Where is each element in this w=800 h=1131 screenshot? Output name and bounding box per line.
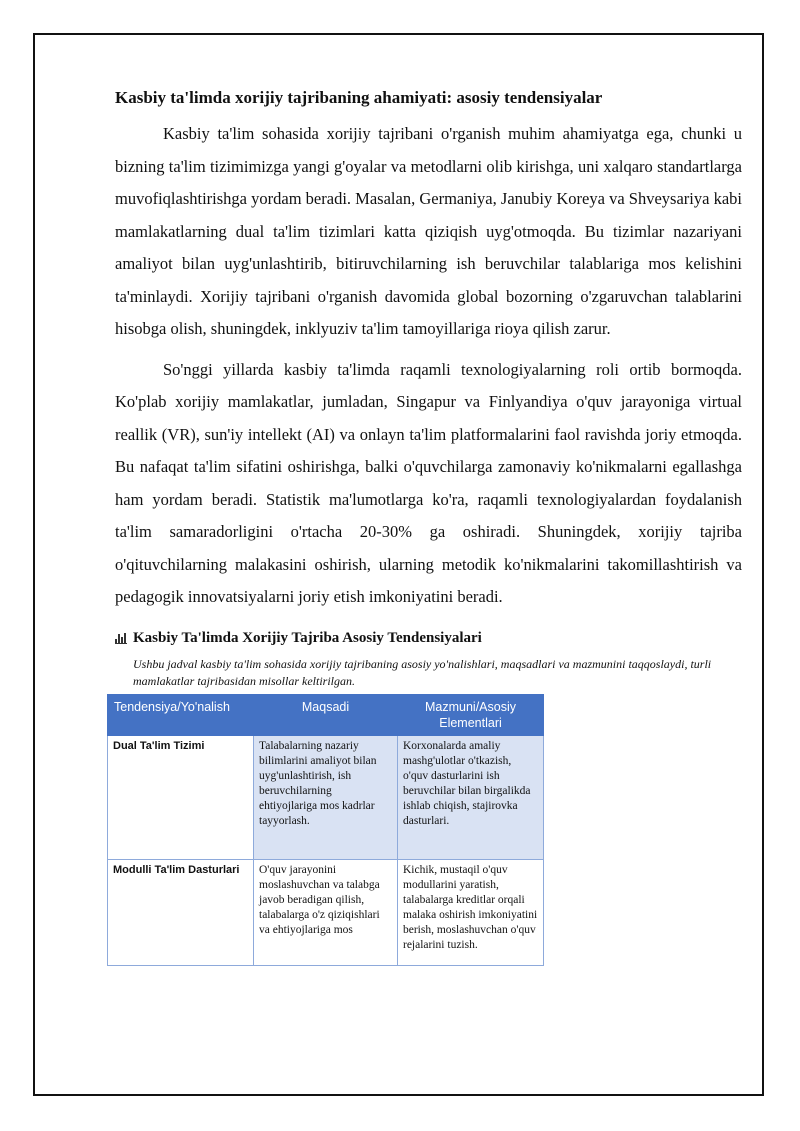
- document-content: [115, 86, 742, 966]
- column-header: Tendensiya/Yo'nalish: [108, 694, 254, 735]
- column-header: Maqsadi: [254, 694, 398, 735]
- trend-cell: Dual Ta'lim Tizimi: [108, 735, 254, 859]
- bar-chart-icon: [115, 632, 127, 644]
- table-caption: [115, 628, 742, 648]
- table-row: [108, 859, 544, 965]
- paragraph-2: So'nggi yillarda kasbiy ta'limda raqamli texnologiyalarning roli ortib bormoqda. Ko'plab xorijiy mamlakatlar, jumladan, Singapur va Finlyandiya o'quv jarayoniga virtual reallik (VR), sun'iy intellekt (AI) va onlayn ta'lim platformalarini faol ravishda joriy etmoqda. Bu nafaqat ta'lim sifatini oshirishga, balki o'quvchilarga zamonaviy ko'nikmalarni egallashga ham yordam beradi. Statistik ma'lumotlarga ko'ra, raqamli texnologiyalardan foydalanish ta'lim samaradorligini o'rtacha 20-30% ga oshiradi. Shuningdek, xorijiy tajriba o'qituvchilarning malakasini oshirish, ularning metodik ko'nikmalarini takomillashtirish va pedagogik innovatsiyalarni joriy etish imkoniyatini beradi.: [115, 359, 742, 606]
- goal-cell: Talabalarning nazariy bilimlarini amaliyot bilan uyg'unlashtirish, ish beruvchilarning ehtiyojlariga mos kadrlar tayyorlash.: [254, 735, 398, 859]
- column-header: Mazmuni/Asosiy Elementlari: [398, 694, 544, 735]
- table-title: Kasbiy Ta'limda Xorijiy Tajriba Asosiy Tendensiyalari: [133, 629, 482, 646]
- table-description: Ushbu jadval kasbiy ta'lim sohasida xorijiy tajribaning asosiy yo'nalishlari, maqsadlari va mazmunini taqqoslaydi, turli mamlakatlar tajribasidan misollar keltirilgan.: [133, 656, 712, 688]
- paragraph-1: Kasbiy ta'lim sohasida xorijiy tajribani o'rganish muhim ahamiyatga ega, chunki u bizning ta'lim tizimimizga yangi g'oyalar va metodlarni olib kirishga, uni xalqaro standartlarga muvofiqlashtirishga yordam beradi. Masalan, Germaniya, Janubiy Koreya va Shveysariya kabi mamlakatlarning dual ta'lim tizimlari katta qiziqish uyg'otmoqda. Bu tizimlar nazariyani amaliyot bilan uyg'unlashtirib, bitiruvchilarning ish beruvchilar talablariga mos kelishini ta'minlaydi. Xorijiy tajribani o'rganish davomida global bozorning o'zgaruvchan talablarini hisobga olish, shuningdek, inklyuziv ta'lim tamoyillariga rioya qilish zarur.: [115, 124, 742, 338]
- section-heading: Kasbiy ta'limda xorijiy tajribaning ahamiyati: asosiy tendensiyalar: [115, 88, 603, 107]
- trends-table: [107, 694, 544, 966]
- content-cell: Kichik, mustaqil o'quv modullarini yaratish, talabalarga kreditlar orqali malaka oshirish imkoniyatini berish, moslashuvchan o'quv rejalarini tuzish.: [398, 859, 544, 965]
- table-header-row: [108, 694, 544, 735]
- trend-cell: Modulli Ta'lim Dasturlari: [108, 859, 254, 965]
- table-row: [108, 735, 544, 859]
- content-cell: Korxonalarda amaliy mashg'ulotlar o'tkazish, o'quv dasturlarini ish beruvchilar bilan birgalikda ishlab chiqish, stajirovka dasturlari.: [398, 735, 544, 859]
- goal-cell: O'quv jarayonini moslashuvchan va talabga javob beradigan qilish, talabalarga o'z qiziqishlari va ehtiyojlariga mos: [254, 859, 398, 965]
